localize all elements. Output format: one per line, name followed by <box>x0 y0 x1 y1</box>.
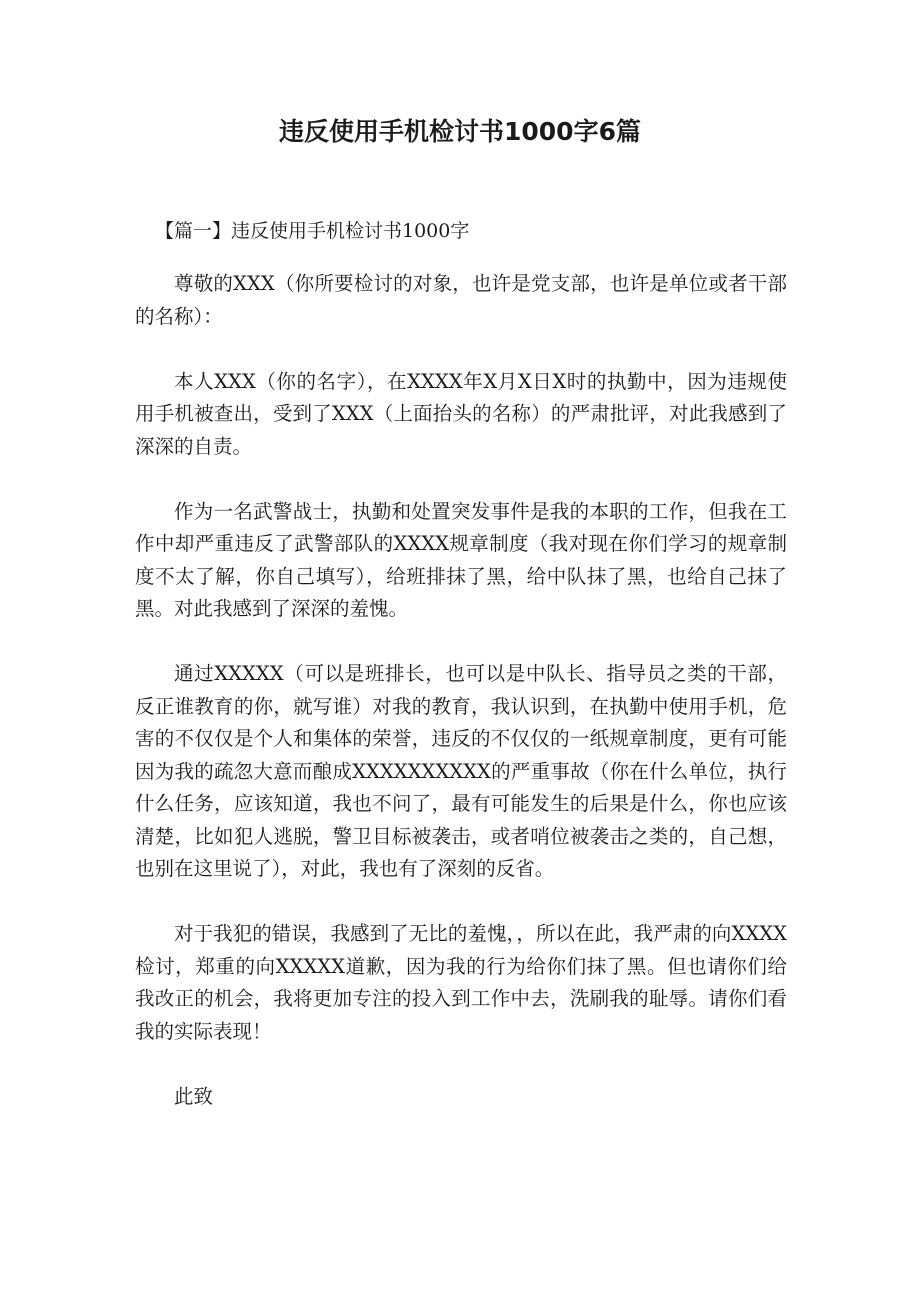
paragraph-salutation: 尊敬的XXX（你所要检讨的对象，也许是党支部，也许是单位或者干部的名称）： <box>135 272 787 328</box>
section-heading: 【篇一】违反使用手机检讨书1000字 <box>155 220 470 242</box>
document-body <box>135 268 787 1113</box>
closing-phrase: 此致 <box>174 1084 214 1108</box>
paragraph-duty: 作为一名武警战士，执勤和处置突发事件是我的本职的工作，但我在工作中却严重违反了武警部队的XXXX规章制度（我对现在你们学习的规章制度不太了解，你自己填写），给班排抹了黑，给中队抹了黑，也给自己抹了黑。对此我感到了深深的羞愧。 <box>135 499 787 620</box>
paragraph-incident: 本人XXX（你的名字），在XXXX年X月X日X时的执勤中，因为违规使用手机被查出，受到了XXX（上面抬头的名称）的严肃批评，对此我感到了深深的自责。 <box>135 369 787 458</box>
paragraph-apology: 对于我犯的错误，我感到了无比的羞愧，，所以在此，我严肃的向XXXX检讨，郑重的向XXXXX道歉，因为我的行为给你们抹了黑。但也请你们给我改正的机会，我将更加专注的投入到工作中去，洗刷我的耻辱。请你们看我的实际表现！ <box>135 922 787 1043</box>
paragraph-reflection: 通过XXXXX（可以是班排长，也可以是中队长、指导员之类的干部，反正谁教育的你，就写谁）对我的教育，我认识到，在执勤中使用手机，危害的不仅仅是个人和集体的荣誉，违反的不仅仅的一纸规章制度，更有可能因为我的疏忽大意而酿成XXXXXXXXXX的严重事故（你在什么单位，执行什么任务，应该知道，我也不问了，最有可能发生的后果是什么，你也应该清楚，比如犯人逃脱，警卫目标被袭击，或者哨位被袭击之类的，自己想，也别在这里说了），对此，我也有了深刻的反省。 <box>135 662 787 880</box>
document-title: 违反使用手机检讨书1000字6篇 <box>279 117 641 146</box>
